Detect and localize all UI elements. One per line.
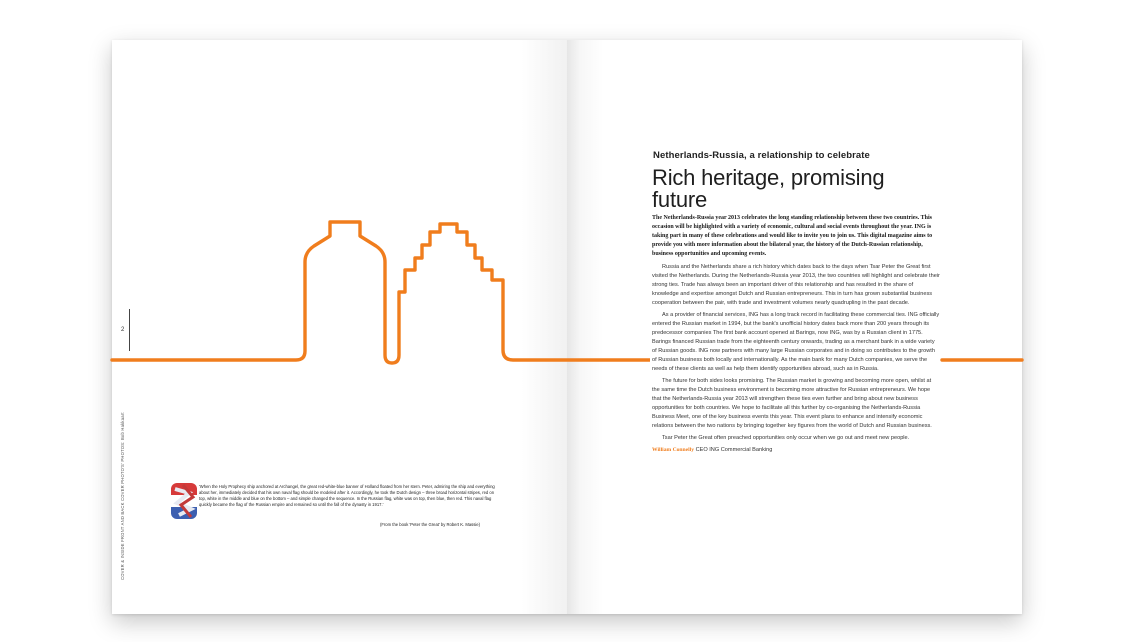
article-intro: The Netherlands-Russia year 2013 celebrates the long standing relationship between these two countries. This occasion will be highlighted with a variety of economic, cultural and social events throughout the year. ING is taking part in many of these celebrations and would like to invite you to join us. This digital magazine aims to provide you with more information about the bilateral year, the history of the Dutch-Russian relationship, business opportunities and upcoming events. [652,215,933,257]
article-signature [652,446,940,455]
article-kicker: Netherlands-Russia, a relationship to celebrate [653,150,870,161]
page-number-rule [129,309,130,351]
article-paragraph: The future for both sides looks promising. The Russian market is growing and becoming more open, whilst at the same time the Dutch business environment is becoming more attractive for Russian entrepreneurs. We hope that the Netherlands-Russia year 2013 will strengthen these ties even further and bring about new business opportunities for both countries. We hope to facilitate all this further by co-organising the Netherlands-Russia Business Meet, one of the key business events this year. This event plans to enhance and intensify economic relations between the two nations by bringing together key figures from the world of Dutch and Russian business. [652,378,932,429]
signature-name: William Connelly [652,447,695,453]
article-paragraph: Tsar Peter the Great often preached opportunities only occur when we go out and meet new people. [662,435,910,441]
article-column [650,148,940,459]
article-paragraph: Russia and the Netherlands share a rich history which dates back to the days when Tsar Peter the Great first visited the Netherlands. During the Netherlands-Russia year 2013, the two countries will highlight and celebrate their strong ties. Trade has always been an important driver of this relationship and has resulted in the share of knowledge and expertise amongst Dutch and Russian entrepreneurs. This in turn has grown substantial business cooperation between the pair, with trade and investment volumes nearly quadrupling in the past decade. [652,264,940,306]
signature-title: CEO ING Commercial Banking [695,447,773,453]
russian-dutch-flag-icon [171,483,197,519]
left-page [112,40,567,614]
article-paragraph: As a provider of financial services, ING has a long track record in facilitating these commercial ties. ING officially entered the Russian market in 1994, but the bank's unofficial history dates back more than 200 years through its predecessor companies The first bank account opened at Barings, now ING, was by a Russian client in 1775. Barings financed Russian trade from the eighteenth century onwards, trading as a merchant bank in a wide variety of Russian goods. ING now partners with many large Russian corporates and in doing so contributes to the growth of Russian business both locally and internationally. As the main bank for many Dutch companies, we serve the needs of these clients as well as help them identify opportunities abroad, such as in Russia. [652,312,940,372]
quote-source: (From the book 'Peter the Great' by Robert K. Massie) [379,522,480,527]
peter-the-great-quote: 'When the Holy Prophecy ship anchored at Archangel, the great red-white-blue banner of Holland floated from her stern. Peter, admiring the ship and everything about her, immediately decided that his own naval flag should be modeled after it. Accordingly, he took the Dutch design – three broad horizontal stripes, red on top, white in the middle and blue on the bottom – and simple changed the sequence. In the Russian flag, white was on top, then blue, then red. This naval flag quickly became the flag of the Russian empire and remained so until the fall of the dynasty in 1917.' [199,484,495,507]
photo-credit: COVER & INSIDE FRONT AND BACK COVER PHOTO'S' PHOTOS: Bob Hakkaart [120,412,125,580]
page-number: 2 [121,327,125,333]
article-headline: Rich heritage, promising future [652,165,885,212]
